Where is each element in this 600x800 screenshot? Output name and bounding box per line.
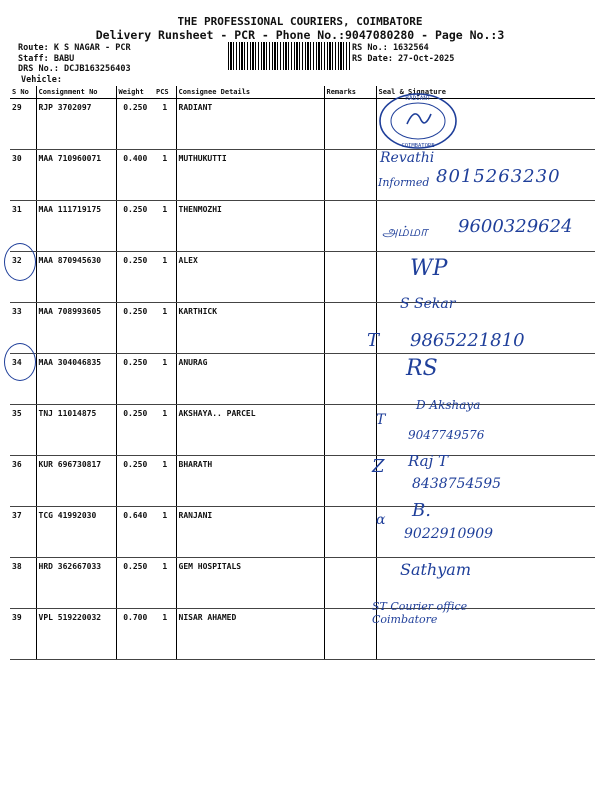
row-sno: 29: [10, 99, 36, 150]
handwritten-tick-33: T: [367, 330, 380, 351]
row-pcs: 1: [154, 456, 176, 507]
row-pcs: 1: [154, 405, 176, 456]
route-label: Route: K S NAGAR - PCR: [18, 43, 131, 53]
table-row: [10, 456, 595, 507]
row-consignee: ALEX: [176, 252, 324, 303]
handwritten-note-39: ST Courier office Coimbatore: [372, 600, 468, 626]
handwritten-sign-37: B.: [412, 500, 431, 521]
row-remarks: [324, 150, 376, 201]
row-weight: 0.700: [116, 609, 154, 660]
row-sno: 34: [10, 354, 36, 405]
col-consignment: Consignment No: [36, 86, 116, 99]
table-row: [10, 609, 595, 660]
row-weight: 0.250: [116, 456, 154, 507]
staff-label: Staff: BABU: [18, 53, 75, 64]
row-sno: 30: [10, 150, 36, 201]
row-consignee: ANURAG: [176, 354, 324, 405]
row-pcs: 1: [154, 201, 176, 252]
row-weight: 0.640: [116, 507, 154, 558]
circle-mark-32: [4, 243, 36, 281]
runsheet-meta-right: [352, 43, 454, 64]
row-consignment: MAA 870945630: [36, 252, 116, 303]
row-remarks: [324, 405, 376, 456]
col-seal: Seal & Signature: [376, 86, 595, 99]
row-sno: 39: [10, 609, 36, 660]
row-consignee: KARTHICK: [176, 303, 324, 354]
row-sno: 31: [10, 201, 36, 252]
handwritten-prefix-31: அம்மா: [382, 224, 428, 240]
row-consignment: MAA 708993605: [36, 303, 116, 354]
handwritten-sign-34: RS: [406, 356, 438, 381]
row-remarks: [324, 558, 376, 609]
row-consignee: AKSHAYA.. PARCEL: [176, 405, 324, 456]
runsheet-meta-left: [18, 43, 131, 85]
drs-label: DRS No.: DCJB163256403: [18, 64, 131, 74]
company-title: THE PROFESSIONAL COURIERS, COIMBATORE: [177, 15, 423, 28]
row-pcs: 1: [154, 252, 176, 303]
row-pcs: 1: [154, 558, 176, 609]
handwritten-tick-37: α: [376, 512, 386, 528]
handwritten-sign-38: Sathyam: [400, 560, 471, 579]
handwritten-phone-37: 9022910909: [404, 526, 494, 542]
row-remarks: [324, 354, 376, 405]
row-pcs: 1: [154, 150, 176, 201]
table-header-row: [10, 86, 595, 99]
row-consignment: KUR 696730817: [36, 456, 116, 507]
row-remarks: [324, 507, 376, 558]
barcode: [228, 42, 350, 70]
handwritten-name-30: Revathi: [380, 150, 435, 166]
handwritten-phone-33: 9865221810: [410, 330, 525, 351]
row-consignee: THENMOZHI: [176, 201, 324, 252]
table-row: [10, 507, 595, 558]
row-weight: 0.250: [116, 252, 154, 303]
row-consignee: GEM HOSPITALS: [176, 558, 324, 609]
row-weight: 0.250: [116, 201, 154, 252]
col-remarks: Remarks: [324, 86, 376, 99]
col-consignee: Consignee Details: [176, 86, 324, 99]
row-pcs: 1: [154, 99, 176, 150]
row-remarks: [324, 456, 376, 507]
row-consignee: NISAR AHAMED: [176, 609, 324, 660]
row-consignment: MAA 710960071: [36, 150, 116, 201]
row-consignment: HRD 362667033: [36, 558, 116, 609]
row-sno: 36: [10, 456, 36, 507]
table-row: [10, 558, 595, 609]
handwritten-phone-30: 8015263230: [436, 166, 561, 187]
row-sno: 38: [10, 558, 36, 609]
row-weight: 0.250: [116, 303, 154, 354]
row-seal: [376, 252, 595, 303]
handwritten-note-30: Informed: [378, 176, 430, 189]
handwritten-phone-35: 9047749576: [408, 428, 485, 442]
row-consignee: RANJANI: [176, 507, 324, 558]
row-consignee: MUTHUKUTTI: [176, 150, 324, 201]
row-sno: 33: [10, 303, 36, 354]
row-consignment: VPL 519220032: [36, 609, 116, 660]
row-consignee: RADIANT: [176, 99, 324, 150]
row-consignment: RJP 3702097: [36, 99, 116, 150]
handwritten-phone-31: 9600329624: [458, 216, 573, 237]
row-weight: 0.400: [116, 150, 154, 201]
col-weight: Weight: [116, 86, 154, 99]
vehicle-label: Vehicle:: [21, 74, 62, 85]
stamp-bottom-text: COIMBATORE: [401, 143, 435, 149]
row-consignment: TCG 41992030: [36, 507, 116, 558]
row-sno: 32: [10, 252, 36, 303]
col-pcs: PCS: [154, 86, 176, 99]
handwritten-name-36: Raj T: [408, 452, 449, 470]
handwritten-tick-35: T: [376, 412, 386, 428]
row-remarks: [324, 252, 376, 303]
row-weight: 0.250: [116, 354, 154, 405]
table-row: [10, 252, 595, 303]
row-pcs: 1: [154, 507, 176, 558]
handwritten-phone-36: 8438754595: [412, 476, 502, 492]
row-consignee: BHARATH: [176, 456, 324, 507]
handwritten-sign-32: WP: [410, 256, 448, 281]
row-weight: 0.250: [116, 99, 154, 150]
table-row: [10, 99, 595, 150]
stamp-top-text: RADIANT: [405, 95, 431, 102]
table-row: [10, 354, 595, 405]
row-sno: 37: [10, 507, 36, 558]
row-remarks: [324, 99, 376, 150]
row-consignment: MAA 111719175: [36, 201, 116, 252]
handwritten-name-33: S Sekar: [400, 296, 456, 312]
handwritten-name-35: D Akshaya: [416, 398, 481, 412]
rs-number: RS No.: 1632564: [352, 43, 429, 53]
row-consignment: MAA 304046835: [36, 354, 116, 405]
row-remarks: [324, 609, 376, 660]
row-pcs: 1: [154, 354, 176, 405]
row-weight: 0.250: [116, 558, 154, 609]
radiant-stamp-icon: [377, 92, 459, 150]
table-row: [10, 405, 595, 456]
handwritten-tick-36: Z: [372, 456, 385, 477]
row-pcs: 1: [154, 303, 176, 354]
row-weight: 0.250: [116, 405, 154, 456]
row-remarks: [324, 201, 376, 252]
row-sno: 35: [10, 405, 36, 456]
row-consignment: TNJ 11014875: [36, 405, 116, 456]
runsheet-title: Delivery Runsheet - PCR - Phone No.:9047080280 - Page No.:3: [95, 28, 505, 42]
rs-date: RS Date: 27-Oct-2025: [352, 53, 455, 64]
col-sno: S No: [10, 86, 36, 99]
row-pcs: 1: [154, 609, 176, 660]
circle-mark-34: [4, 343, 36, 381]
